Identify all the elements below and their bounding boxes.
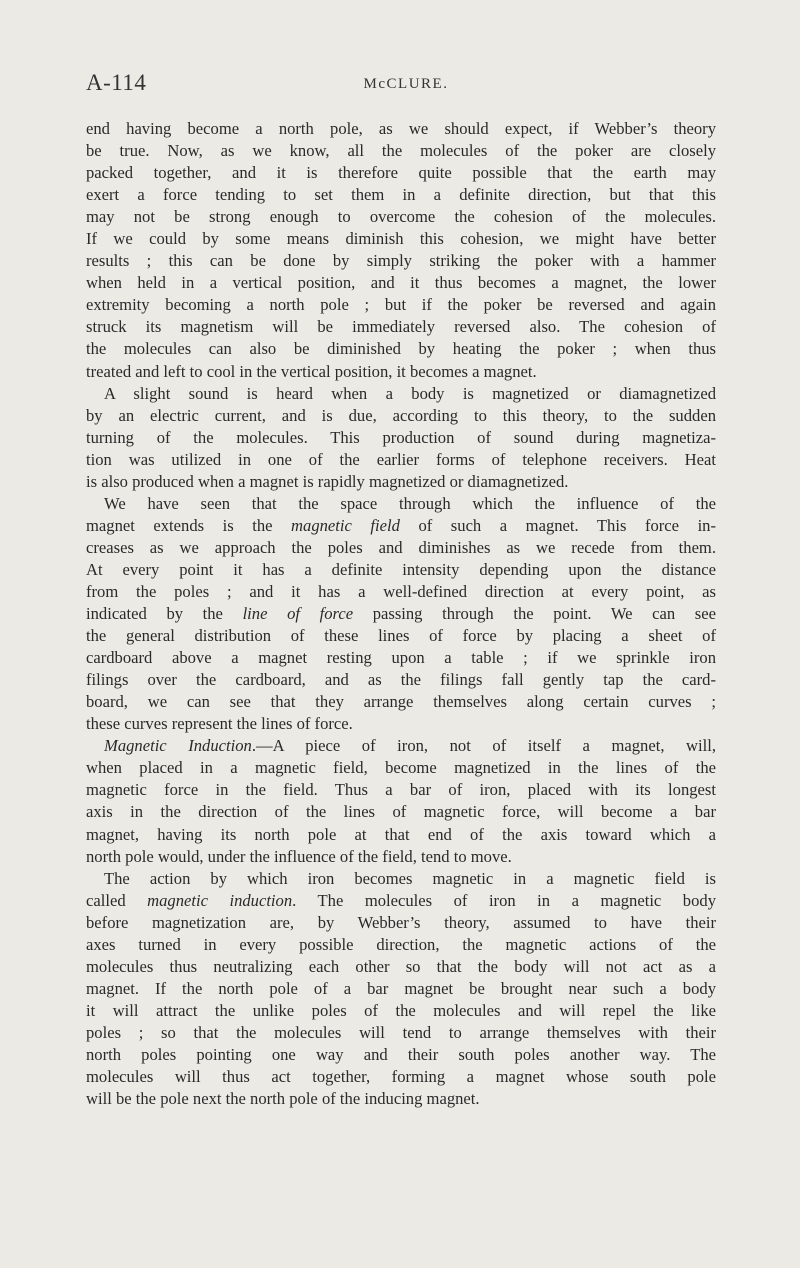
text-line: called magnetic induction. The molecules of iron in a magnetic body: [86, 890, 716, 910]
text-line: At every point it has a definite intensity depending upon the distance: [86, 559, 716, 579]
text-line: these curves represent the lines of force.: [86, 714, 353, 734]
text-line: cardboard above a magnet resting upon a table ; if we sprinkle iron: [86, 648, 716, 668]
page-number: A-114: [86, 70, 147, 95]
text-line: when held in a vertical position, and it thus becomes a magnet, the lower: [86, 273, 716, 293]
text-line: We have seen that the space through which the influence of the: [104, 493, 716, 513]
text-line: magnetic force in the field. Thus a bar of iron, placed with its longest: [86, 780, 716, 800]
text-line: treated and left to cool in the vertical position, it becomes a magnet.: [86, 361, 537, 381]
text-line: exert a force tending to set them in a definite direction, but that this: [86, 185, 716, 205]
text-line: molecules thus neutralizing each other so that the body will not act as a: [86, 956, 716, 976]
text-line: A slight sound is heard when a body is magnetized or diamagnetized: [104, 383, 716, 403]
text-line: may not be strong enough to overcome the cohesion of the molecules.: [86, 207, 716, 227]
text-line: will be the pole next the north pole of the inducing magnet.: [86, 1089, 480, 1109]
text-line: from the poles ; and it has a well-defined direction at every point, as: [86, 581, 716, 601]
text-line: indicated by the line of force passing through the point. We can see: [86, 604, 716, 624]
text-line: axes turned in every possible direction, the magnetic actions of the: [86, 934, 716, 954]
text-line: turning of the molecules. This production of sound during magnetiza-: [86, 427, 716, 447]
italic-term: Magnetic Induction: [104, 736, 252, 756]
text-line: creases as we approach the poles and diminishes as we recede from them.: [86, 537, 716, 557]
text-line: molecules will thus act together, forming a magnet whose south pole: [86, 1067, 716, 1087]
text-line: magnet extends is the magnetic field of such a magnet. This force in-: [86, 515, 716, 535]
text-line: the molecules can also be diminished by heating the poker ; when thus: [86, 339, 716, 359]
italic-term: line of force: [242, 604, 354, 624]
text-line: results ; this can be done by simply striking the poker with a hammer: [86, 251, 716, 271]
text-line: is also produced when a magnet is rapidly magnetized or diamagnetized.: [86, 471, 569, 491]
italic-term: magnetic field: [291, 515, 400, 535]
text-line: struck its magnetism will be immediately reversed also. The cohesion of: [86, 317, 716, 337]
text-line: poles ; so that the molecules will tend to arrange themselves with their: [86, 1022, 716, 1042]
text-line: be true. Now, as we know, all the molecules of the poker are closely: [86, 141, 716, 161]
text-line: axis in the direction of the lines of magnetic force, will become a bar: [86, 802, 716, 822]
text-line: by an electric current, and is due, according to this theory, to the sudden: [86, 405, 716, 425]
text-line: magnet, having its north pole at that end of the axis toward which a: [86, 824, 716, 844]
text-line: tion was utilized in one of the earlier forms of telephone receivers. Heat: [86, 449, 716, 469]
text-line: Magnetic Induction.—A piece of iron, not of itself a magnet, will,: [104, 736, 716, 756]
text-line: magnet. If the north pole of a bar magnet be brought near such a body: [86, 978, 716, 998]
text-line: The action by which iron becomes magnetic in a magnetic field is: [104, 868, 716, 888]
running-head: McCLURE.: [363, 76, 449, 92]
text-line: before magnetization are, by Webber’s theory, assumed to have their: [86, 912, 716, 932]
text-line: it will attract the unlike poles of the molecules and will repel the like: [86, 1000, 716, 1020]
italic-term: magnetic induction: [147, 890, 293, 910]
text-line: when placed in a magnetic field, become magnetized in the lines of the: [86, 758, 716, 778]
text-line: the general distribution of these lines of force by placing a sheet of: [86, 626, 716, 646]
body-text: [86, 118, 716, 1110]
text-line: extremity becoming a north pole ; but if the poker be reversed and again: [86, 295, 716, 315]
text-line: board, we can see that they arrange themselves along certain curves ;: [86, 692, 716, 712]
text-line: packed together, and it is therefore quite possible that the earth may: [86, 163, 716, 183]
text-line: If we could by some means diminish this cohesion, we might have better: [86, 229, 716, 249]
text-line: end having become a north pole, as we should expect, if Webber’s theory: [86, 119, 716, 138]
text-line: filings over the cardboard, and as the filings fall gently tap the card-: [86, 670, 716, 690]
text-line: north poles pointing one way and their south poles another way. The: [86, 1044, 716, 1064]
page-header: [86, 70, 726, 104]
text-line: north pole would, under the influence of the field, tend to move.: [86, 846, 512, 866]
